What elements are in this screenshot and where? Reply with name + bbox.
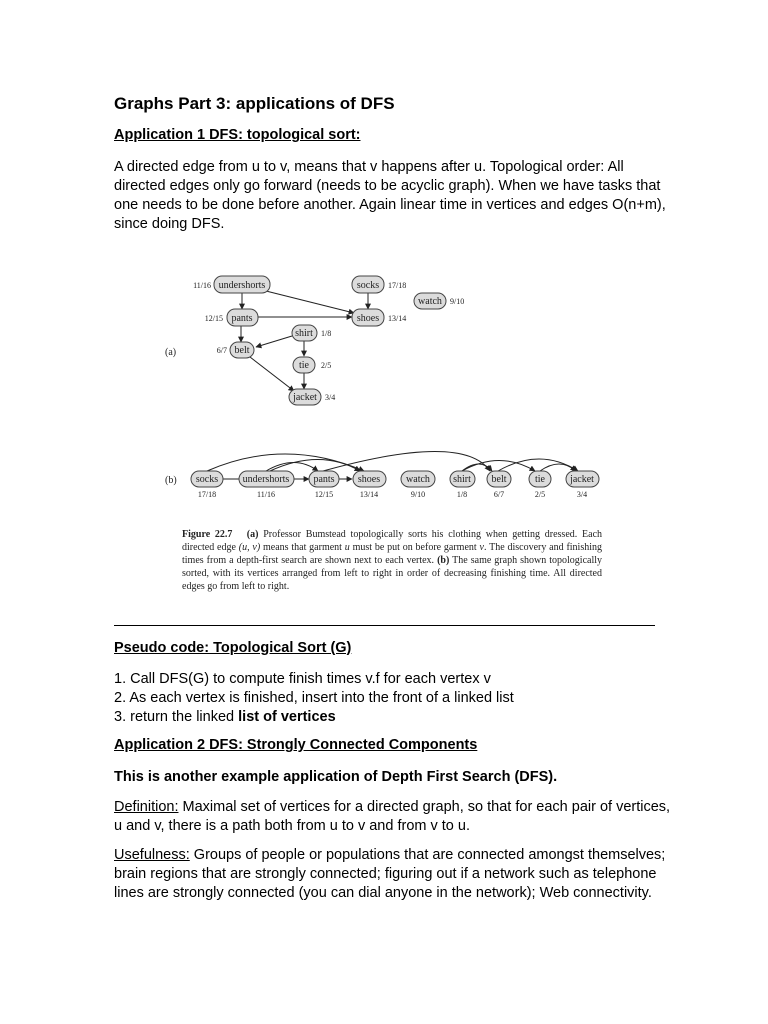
edge-belt-jacket [250,357,294,391]
app1-heading: Application 1 DFS: topological sort: [114,127,361,143]
pseudo-step-3-bold: list of vertices [238,709,336,725]
node-watch [414,293,464,309]
svg-text:shirt: shirt [453,474,471,485]
svg-text:tie: tie [299,360,309,371]
caption-text-5: The same graph shown topologically sorted, with its vertices arranged from left to right in order of decreasing finishing time. All directed edges go from left to right. [182,555,602,592]
svg-text:12/15: 12/15 [314,490,334,499]
svg-text:13/14: 13/14 [359,490,379,499]
node-b-tie [529,471,551,499]
svg-text:undershorts: undershorts [242,474,290,485]
figure-caption [182,528,602,593]
definition-text: Maximal set of vertices for a directed graph, so that for each pair of vertices, u and v, there is a path both from u to v and from v to u. [114,799,671,834]
svg-text:undershorts: undershorts [218,280,266,291]
svg-text:17/18: 17/18 [388,281,407,290]
node-undershorts [193,276,270,293]
node-pants [205,309,258,326]
svg-text:socks: socks [195,474,219,485]
pseudo-step-3-prefix: 3. return the linked [114,709,239,725]
svg-text:jacket: jacket [570,474,594,485]
pseudo-steps [114,670,674,727]
arc-tie-jacket [540,464,576,471]
svg-text:9/10: 9/10 [410,490,426,499]
svg-text:pants: pants [231,313,253,324]
svg-text:13/14: 13/14 [388,314,407,323]
usefulness-paragraph [114,846,674,903]
caption-u: u [344,542,350,553]
svg-text:watch: watch [418,296,442,307]
svg-text:pants: pants [313,474,335,485]
svg-text:3/4: 3/4 [576,490,588,499]
node-b-shoes [353,471,386,499]
figure-22-7 [0,262,768,522]
arc-pants-belt [323,452,490,472]
node-b-socks [191,471,223,499]
divider [114,625,655,626]
definition-label: Definition: [114,799,179,815]
svg-text:1/8: 1/8 [456,490,468,499]
svg-text:belt: belt [491,474,507,485]
node-belt [217,342,254,358]
app2-heading: Application 2 DFS: Strongly Connected Components [114,737,478,753]
app1-paragraph: A directed edge from u to v, means that v happens after u. Topological order: All directed edges only go forward (needs to be acyclic graph). When we have tasks that one needs to be done before another. Again linear time in vertices and edges O(n+m), since doing DFS. [114,159,666,232]
part-a-label: (a) [165,347,177,358]
usefulness-label: Usefulness: [114,847,190,863]
node-jacket [289,389,335,405]
node-b-shirt [450,471,475,499]
edge-shirt-belt [256,336,292,347]
node-shoes [352,309,406,326]
caption-edge: (u, v) [238,542,261,553]
svg-text:watch: watch [406,474,430,485]
arc-shirt-tie [462,461,535,472]
svg-text:11/16: 11/16 [257,490,275,499]
edge-undershorts-shoes [262,290,354,313]
svg-text:11/16: 11/16 [193,281,211,290]
part-b-label: (b) [165,475,177,486]
svg-text:shirt: shirt [295,328,313,339]
svg-text:6/7: 6/7 [493,490,505,499]
caption-text-4: . The discovery and finishing times from a depth-first search are shown next to each vertex. [182,542,602,566]
svg-text:2/5: 2/5 [321,361,332,370]
svg-text:belt: belt [234,345,250,356]
node-b-undershorts [239,471,294,499]
caption-text-1: Professor Bumstead topologically sorts his clothing when getting dressed. Each directed edge [182,529,603,553]
caption-text-2: means that garment [262,542,342,553]
caption-v: v [479,542,484,553]
svg-text:17/18: 17/18 [197,490,217,499]
caption-label: Figure 22.7 [182,529,233,540]
svg-text:1/8: 1/8 [321,329,332,338]
definition-paragraph [114,798,674,836]
svg-text:shoes: shoes [357,474,381,485]
caption-b: (b) [437,555,450,566]
svg-text:9/10: 9/10 [450,297,465,306]
svg-text:jacket: jacket [293,392,317,403]
svg-text:tie: tie [535,474,545,485]
caption-text-3: must be put on before garment [352,542,477,553]
node-b-pants [309,471,339,499]
node-b-belt [487,471,511,499]
app2-intro: This is another example application of Depth First Search (DFS). [114,769,558,785]
pseudo-step-2: 2. As each vertex is finished, insert into the front of a linked list [114,690,514,706]
svg-text:6/7: 6/7 [216,346,227,355]
svg-text:3/4: 3/4 [325,393,336,402]
caption-a: (a) [246,529,259,540]
node-b-watch [401,471,435,499]
pseudo-heading: Pseudo code: Topological Sort (G) [114,640,352,656]
node-tie [293,357,331,373]
usefulness-text: Groups of people or populations that are connected amongst themselves; brain regions that are strongly connected; figuring out if a network such as telephone lines are strongly connected (you can dial anyone in the network); Web connectivity. [114,847,666,901]
node-shirt [292,325,331,341]
page-title: Graphs Part 3: applications of DFS [114,94,395,113]
node-b-jacket [566,471,599,499]
svg-text:12/15: 12/15 [204,314,223,323]
pseudo-step-3 [114,708,674,727]
svg-text:shoes: shoes [356,313,380,324]
svg-text:2/5: 2/5 [534,490,546,499]
pseudo-step-1: 1. Call DFS(G) to compute finish times v.f for each vertex v [114,671,491,687]
svg-text:socks: socks [356,280,380,291]
node-socks [352,276,406,293]
